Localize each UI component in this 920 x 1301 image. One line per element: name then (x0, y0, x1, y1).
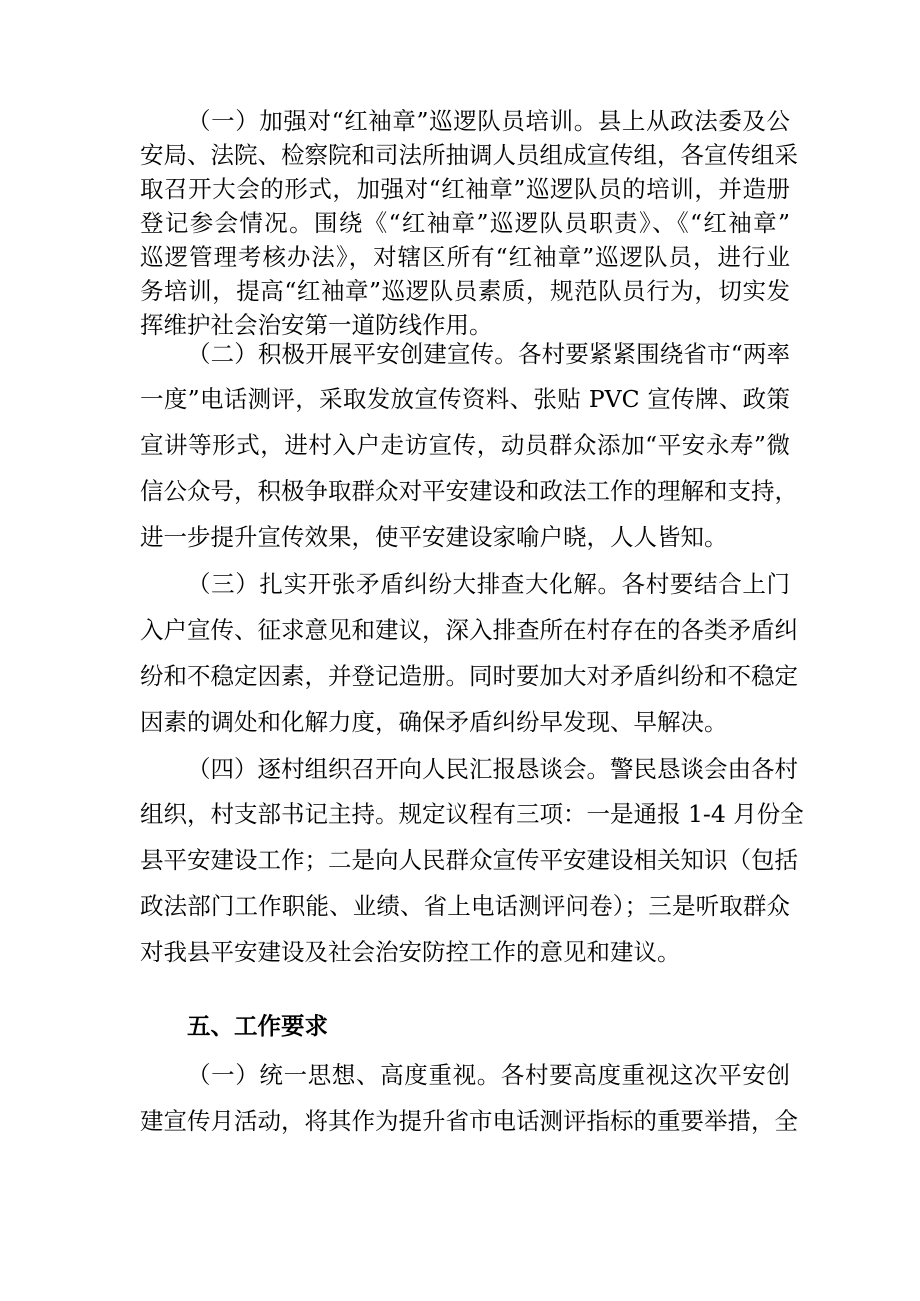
paragraph-1-line-4: 登记参会情况。围绕《“红袖章”巡逻队员职责》、《“红袖章” (140, 209, 790, 237)
paragraph-3-line-1: （三）扎实开张矛盾纠纷大排查大化解。各村要结合上门 (187, 570, 790, 598)
paragraph-1-line-7: 挥维护社会治安第一道防线作用。 (140, 311, 493, 339)
paragraph-1-line-2: 安局、法院、检察院和司法所抽调人员组成宣传组，各宣传组采 (140, 141, 798, 169)
paragraph-3-line-4: 因素的调处和化解力度，确保矛盾纠纷早发现、早解决。 (140, 708, 728, 736)
paragraph-4-line-4: 政法部门工作职能、业绩、省上电话测评问卷）；三是听取群众 (140, 892, 790, 920)
paragraph-3-line-2: 入户宣传、征求意见和建议，深入排查所在村存在的各类矛盾纠 (140, 616, 798, 644)
paragraph-4-line-1: （四）逐村组织召开向人民汇报恳谈会。警民恳谈会由各村 (187, 755, 798, 783)
paragraph-2-line-5: 进一步提升宣传效果，使平安建设家喻户晓，人人皆知。 (140, 523, 728, 551)
paragraph-1-line-1: （一）加强对“红袖章”巡逻队员培训。县上从政法委及公 (187, 107, 790, 135)
paragraph-1-line-3: 取召开大会的形式，加强对“红袖章”巡逻队员的培训，并造册 (140, 175, 790, 203)
section-heading: 五、工作要求 (187, 1012, 328, 1040)
paragraph-1-line-5: 巡逻管理考核办法》，对辖区所有“红袖章”巡逻队员，进行业 (140, 243, 790, 271)
paragraph-4-line-5: 对我县平安建设及社会治安防控工作的意见和建议。 (140, 938, 681, 966)
paragraph-5-line-1: （一）统一思想、高度重视。各村要高度重视这次平安创 (187, 1061, 790, 1089)
paragraph-3-line-3: 纷和不稳定因素，并登记造册。同时要加大对矛盾纠纷和不稳定 (140, 662, 798, 690)
paragraph-2-line-4: 信公众号，积极争取群众对平安建设和政法工作的理解和支持， (140, 477, 798, 505)
paragraph-1-line-6: 务培训，提高“红袖章”巡逻队员素质，规范队员行为，切实发 (140, 277, 790, 305)
paragraph-2-line-3: 宣讲等形式，进村入户走访宣传，动员群众添加“平安永寿”微 (140, 431, 790, 459)
paragraph-4-line-3: 县平安建设工作；二是向人民群众宣传平安建设相关知识（包括 (140, 846, 798, 874)
paragraph-4-line-2: 组织，村支部书记主持。规定议程有三项：一是通报 1-4 月份全 (140, 800, 804, 828)
paragraph-5-line-2: 建宣传月活动，将其作为提升省市电话测评指标的重要举措，全 (140, 1107, 798, 1135)
paragraph-2-line-1: （二）积极开展平安创建宣传。各村要紧紧围绕省市“两率 (187, 340, 790, 368)
paragraph-2-line-2: 一度”电话测评，采取发放宣传资料、张贴 PVC 宣传牌、政策 (140, 385, 790, 413)
